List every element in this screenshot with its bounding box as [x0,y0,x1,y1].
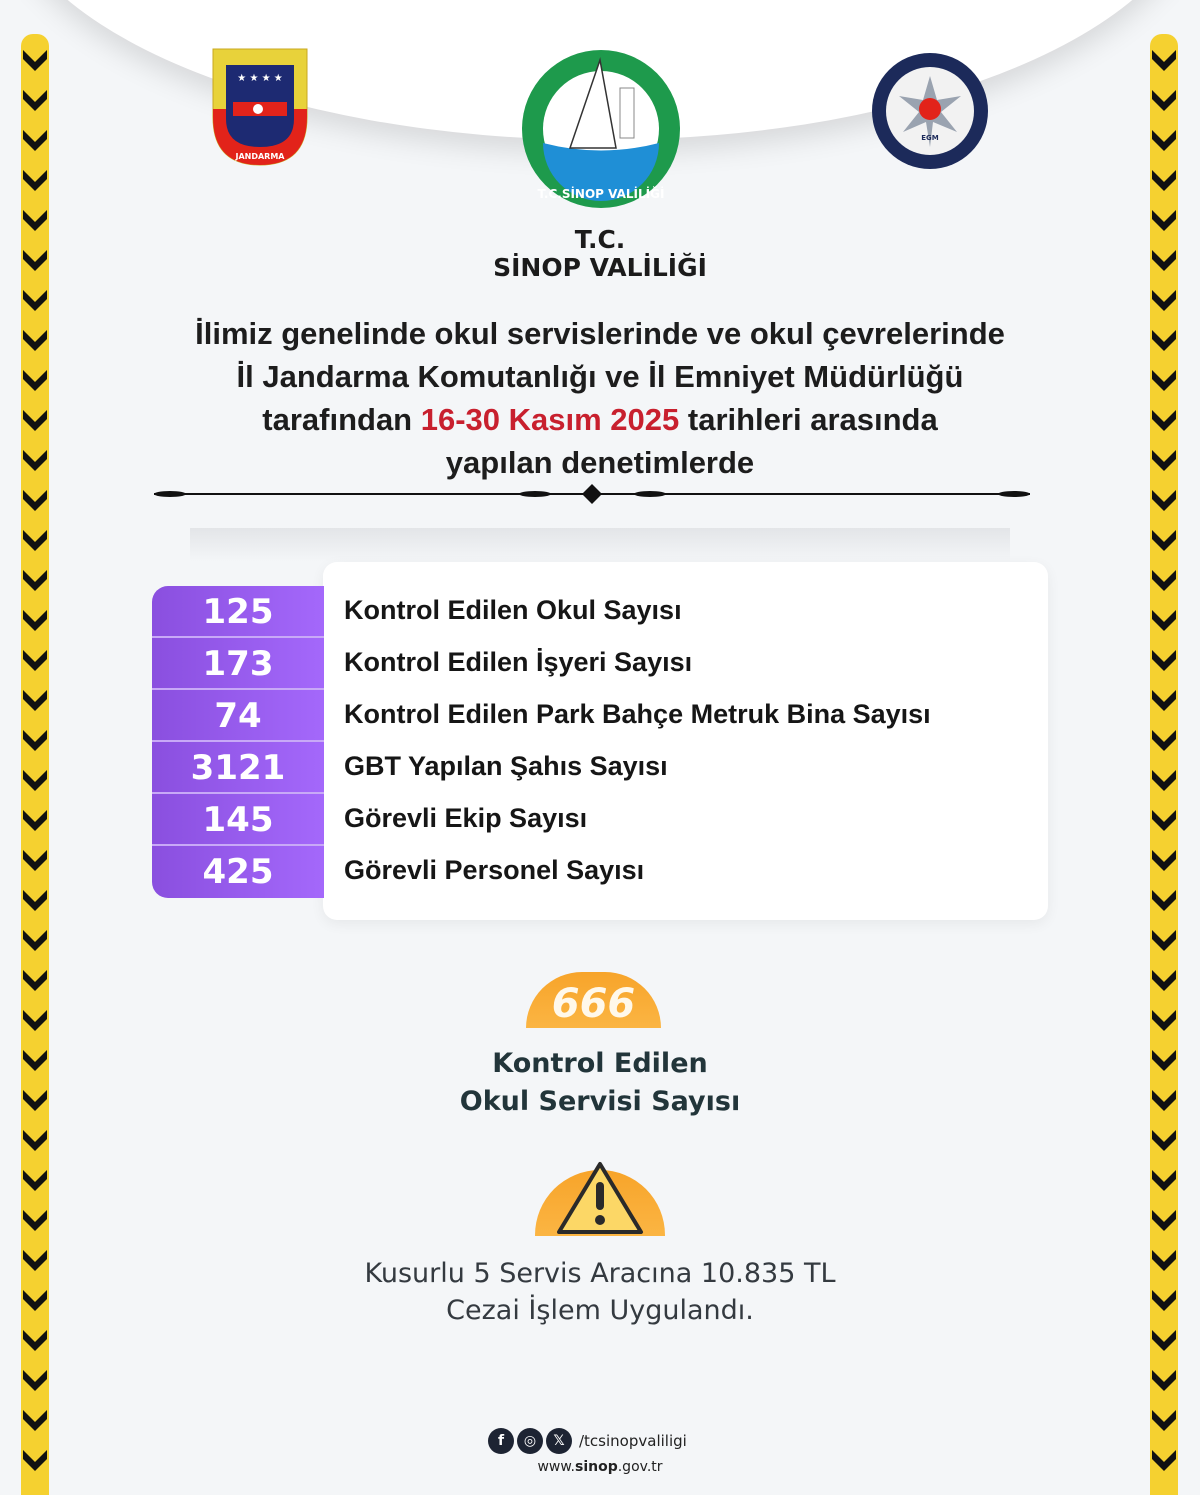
chevron-mark [23,1370,47,1391]
service-label-line: Kontrol Edilen [492,1048,708,1079]
chevron-mark [23,90,47,111]
chevron-mark [1152,690,1176,711]
chevron-mark [1152,530,1176,551]
warning-triangle-icon [555,1160,645,1238]
chevron-mark [23,1330,47,1351]
stat-label: GBT Yapılan Şahıs Sayısı [344,751,668,781]
x-icon[interactable]: 𝕏 [546,1428,572,1454]
svg-text:★ ★ ★ ★: ★ ★ ★ ★ [237,73,283,84]
social-footer [488,1428,687,1454]
chevron-mark [23,170,47,191]
chevron-mark [1152,810,1176,831]
web-text: sinop [574,1459,618,1475]
chevron-mark [1152,290,1176,311]
stat-value: 125 [152,586,324,638]
org-label: SİNOP VALİLİĞİ [493,253,707,282]
chevron-mark [1152,890,1176,911]
service-label-line: Okul Servisi Sayısı [459,1086,741,1117]
stat-label: Kontrol Edilen Okul Sayısı [344,595,682,625]
stats-labels [344,586,1044,898]
chevron-mark [23,810,47,831]
chevron-mark [1152,850,1176,871]
chevron-mark [23,930,47,951]
headline-line: İlimiz genelinde okul servislerinde ve okul çevrelerinde [195,316,1005,351]
chevron-mark [23,730,47,751]
website-link[interactable] [0,1459,1200,1475]
stat-label: Kontrol Edilen İşyeri Sayısı [344,647,693,677]
chevron-mark [23,890,47,911]
chevron-mark [1152,50,1176,71]
stat-value: 74 [152,690,324,742]
svg-text:EGM: EGM [921,134,939,142]
web-text: www. [537,1459,575,1475]
ornamental-divider [150,484,1034,508]
svg-text:JANDARMA: JANDARMA [235,152,285,161]
stat-label: Görevli Ekip Sayısı [344,803,588,833]
chevron-mark [23,770,47,791]
stat-value: 145 [152,794,324,846]
penalty-line: Kusurlu 5 Servis Aracına 10.835 TL [364,1258,836,1289]
chevron-mark [23,490,47,511]
chevron-mark [1152,1170,1176,1191]
chevron-mark [1152,970,1176,991]
stat-value: 3121 [152,742,324,794]
section-shadow [190,528,1010,562]
stat-value: 173 [152,638,324,690]
chevron-mark [23,1130,47,1151]
chevron-mark [1152,490,1176,511]
chevron-mark [23,1410,47,1431]
chevron-mark [23,970,47,991]
penalty-text [0,1255,1200,1329]
headline-text: tarafından [262,402,421,437]
stats-values [152,586,324,898]
chevron-mark [1152,570,1176,591]
chevron-mark [1152,930,1176,951]
headline [0,312,1200,484]
svg-text:T.C.SİNOP VALİLİĞİ: T.C.SİNOP VALİLİĞİ [537,187,665,201]
chevron-mark [23,1010,47,1031]
headline-text: tarihleri arasında [679,402,938,437]
stat-label: Görevli Personel Sayısı [344,855,645,885]
chevron-mark [1152,1370,1176,1391]
headline-line: İl Jandarma Komutanlığı ve İl Emniyet Müdürlüğü [236,359,964,394]
chevron-mark [1152,1010,1176,1031]
issuer-title [0,226,1200,282]
jandarma-logo [211,47,309,167]
chevron-mark [1152,730,1176,751]
web-text: .gov.tr [617,1459,663,1475]
sinop-valiligi-logo [520,48,682,210]
sinop-emniyet-logo [871,52,989,170]
chevron-mark [23,850,47,871]
chevron-mark [23,290,47,311]
chevron-mark [23,690,47,711]
headline-line [0,398,1200,441]
instagram-icon[interactable]: ◎ [517,1428,543,1454]
chevron-mark [23,530,47,551]
chevron-mark [1152,130,1176,151]
service-count-badge: 666 [526,972,661,1028]
service-label [0,1045,1200,1121]
chevron-mark [1152,170,1176,191]
chevron-mark [23,1210,47,1231]
chevron-mark [23,130,47,151]
chevron-mark [23,50,47,71]
chevron-mark [23,610,47,631]
chevron-mark [23,1170,47,1191]
chevron-mark [1152,770,1176,791]
headline-line: yapılan denetimlerde [445,445,755,480]
stat-value: 425 [202,852,274,892]
chevron-mark [1152,1330,1176,1351]
social-handle[interactable]: /tcsinopvaliligi [579,1432,687,1450]
penalty-line: Cezai İşlem Uygulandı. [446,1295,754,1326]
chevron-mark [1152,650,1176,671]
chevron-mark [1152,1210,1176,1231]
chevron-mark [23,570,47,591]
facebook-icon[interactable]: f [488,1428,514,1454]
chevron-mark [1152,610,1176,631]
chevron-mark [1152,1410,1176,1431]
date-range-highlight: 16-30 Kasım 2025 [420,402,680,437]
chevron-mark [1152,1130,1176,1151]
chevron-mark [23,650,47,671]
stat-label: Kontrol Edilen Park Bahçe Metruk Bina Sayısı [344,699,931,729]
tc-label: T.C. [574,225,626,254]
chevron-mark [1152,90,1176,111]
